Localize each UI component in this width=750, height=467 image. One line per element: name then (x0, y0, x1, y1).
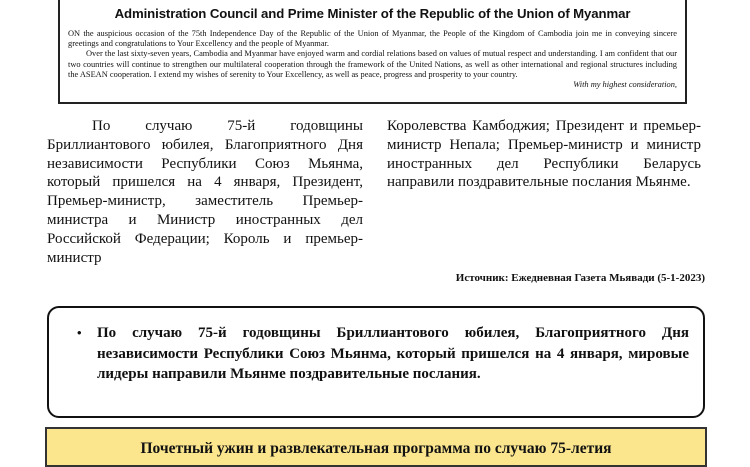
summary-text: По случаю 75-й годовщины Бриллиантового юбилея, Благоприятного Дня независимости Республики Союз Мьянма, который пришелся на 4 января, мировые лидеры направили Мьянме поздравительные послания. (97, 325, 689, 382)
summary-item (77, 323, 689, 385)
letter-body (68, 29, 677, 80)
section-banner-title: Почетный ужин и развлекательная программа по случаю 75-летия (140, 440, 612, 457)
summary-box (47, 306, 705, 418)
letter-heading: Administration Council and Prime Minister of the Republic of the Union of Myanmar (114, 6, 631, 21)
letter-closing: With my highest consideration, (573, 80, 677, 90)
letter-excerpt (58, 0, 687, 104)
letter-paragraph-2: Over the last sixty-seven years, Cambodia and Myanmar have enjoyed warm and cordial relations based on values of mutual respect and understanding. I am confident that our two countries will continue to strengthen our multilateral cooperation through the framework of the United Nations, as well as other international and regional structures including the ASEAN cooperation. I extend my wishes of serenity to Your Excellency, as well as peace, progress and prosperity to your country. (68, 49, 677, 79)
article-source: Источник: Ежедневная Газета Мьявади (5-1-2023) (455, 272, 705, 284)
letter-paragraph-1: ON the auspicious occasion of the 75th Independence Day of the Republic of the Union of Myanmar, the People of the Kingdom of Cambodia join me in conveying sincere greetings and congratulations to Your Excellency and the people of Myanmar. (68, 29, 677, 49)
article-text-right: Королевства Камбоджия; Президент и премьер-министр Непала; Премьер-министр и министр иностранных дел Республики Беларусь направили поздравительные послания Мьянме. (387, 118, 701, 191)
section-banner (45, 427, 707, 467)
article-right-column (387, 117, 701, 192)
bullet-icon: • (77, 325, 82, 340)
article-left-column (47, 117, 363, 267)
article-text-left: По случаю 75-й годовщины Бриллиантового юбилея, Благоприятного Дня независимости Республики Союз Мьянма, который пришелся на 4 января, Президент, Премьер-министр, заместитель Премьер-министра и Министр иностранных дел Российской Федерации; Король и премьер-министр (47, 118, 363, 266)
